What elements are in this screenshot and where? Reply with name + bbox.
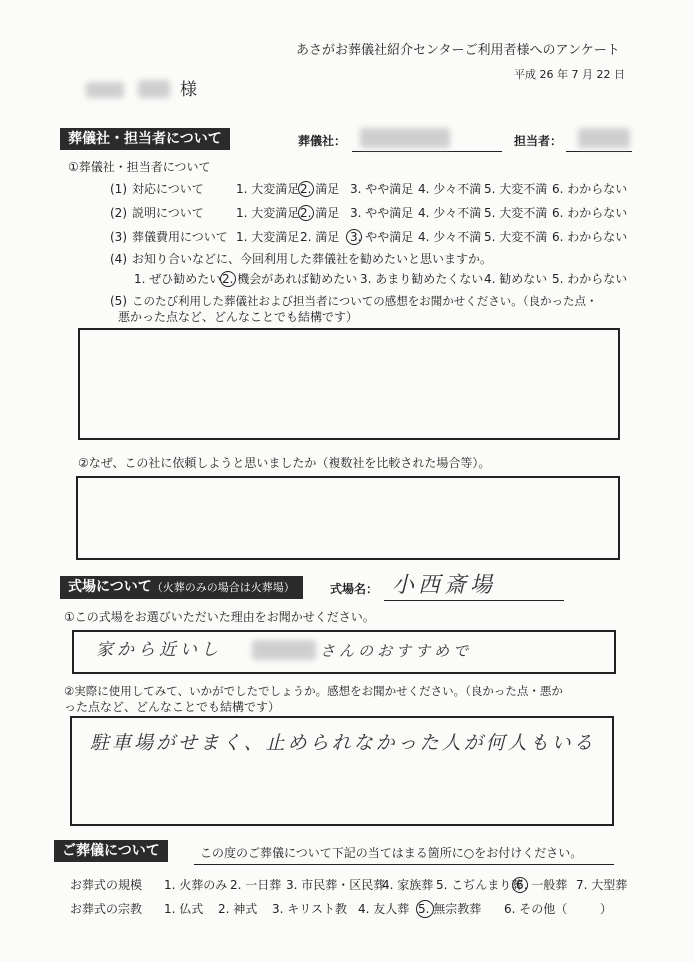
option: 2. 満足 — [300, 206, 340, 220]
q4-text: お知り合いなどに、今回利用した葬儀社を勧めたいと思いますか。 — [132, 252, 493, 266]
row-number: (2) — [110, 206, 127, 220]
row-number: (5) — [110, 294, 127, 308]
section-funeral-bar: ご葬儀について — [54, 840, 168, 862]
religion-option: 1. 仏式 — [164, 902, 204, 916]
funeral-home-underline — [352, 151, 502, 152]
venue-answer1-part2: さんのおすすめで — [320, 642, 473, 660]
venue-q1: ①この式場をお選びいただいた理由をお聞かせください。 — [64, 610, 375, 624]
option: 3. やや満足 — [350, 206, 414, 220]
option: 1. 大変満足 — [236, 206, 300, 220]
selected-circle — [298, 205, 314, 221]
q5-text-line1: このたび利用した葬儀社および担当者についての感想をお聞かせください。（良かった点・ — [132, 294, 598, 308]
staff-underline — [566, 151, 632, 152]
scale-label: お葬式の規模 — [70, 878, 143, 892]
option: 1. 大変満足 — [236, 182, 300, 196]
note-underline — [194, 864, 614, 865]
redacted-name — [252, 640, 316, 660]
option: 2. 満足 — [300, 230, 340, 244]
venue-q2-line2: った点など、どんなことでも結構です） — [64, 700, 281, 714]
venue-label: 式場名： — [330, 582, 379, 596]
option: 5. わからない — [552, 272, 628, 286]
option: 4. 勧めない — [484, 272, 548, 286]
row-number: (4) — [110, 252, 127, 266]
q2-title: ②なぜ、この社に依頼しようと思いましたか（複数社を比較された場合等）。 — [78, 456, 491, 470]
row-label: 対応について — [132, 182, 204, 196]
survey-title: あさがお葬儀社紹介センターご利用者様へのアンケート — [296, 43, 620, 58]
venue-q2-line1: ②実際に使用してみて、いかがでしたでしょうか。感想をお聞かせください。（良かった点・悪か — [64, 684, 563, 698]
selected-circle — [346, 229, 362, 245]
option: 2. 機会があれば勧めたい — [222, 272, 358, 286]
redacted-staff — [578, 128, 630, 148]
scale-option: 1. 火葬のみ — [164, 878, 228, 892]
option: 4. 少々不満 — [418, 230, 482, 244]
row-label: 説明について — [132, 206, 204, 220]
venue-answer2: 駐車場がせまく、止められなかった人が何人もいる — [90, 732, 596, 754]
section-venue-note: （火葬のみの場合は火葬場） — [151, 581, 295, 594]
option: 3. やや満足 — [350, 230, 414, 244]
selected-circle — [512, 877, 528, 893]
row-number: (3) — [110, 230, 127, 244]
religion-option: 4. 友人葬 — [358, 902, 410, 916]
scale-option: 3. 市民葬・区民葬 — [286, 878, 386, 892]
scale-option: 4. 家族葬 — [382, 878, 434, 892]
option: 4. 少々不満 — [418, 206, 482, 220]
selected-circle — [220, 271, 236, 287]
row-label: 葬儀費用について — [132, 230, 228, 244]
religion-option: 5. 無宗教葬 — [418, 902, 482, 916]
section-venue-bar — [60, 576, 303, 599]
selected-circle — [298, 181, 314, 197]
section-funeral-home-bar: 葬儀社・担当者について — [60, 128, 230, 150]
scale-option: 6. 一般葬 — [516, 878, 568, 892]
option: 6. わからない — [552, 182, 628, 196]
row-number: (1) — [110, 182, 127, 196]
option: 5. 大変不満 — [484, 182, 548, 196]
redacted-funeral-home — [360, 128, 450, 148]
section-funeral-note: この度のご葬儀について下記の当てはまる箇所に○をお付けください。 — [200, 846, 583, 860]
option: 4. 少々不満 — [418, 182, 482, 196]
option: 6. わからない — [552, 230, 628, 244]
q5-text-line2: 悪かった点など、どんなことでも結構です） — [118, 310, 359, 324]
religion-label: お葬式の宗教 — [70, 902, 143, 916]
option: 5. 大変不満 — [484, 206, 548, 220]
q5-answer-box[interactable] — [78, 328, 620, 440]
survey-date: 平成 26 年 7 月 22 日 — [514, 68, 625, 81]
honorific: 様 — [180, 80, 197, 100]
scale-option: 7. 大型葬 — [576, 878, 628, 892]
q2-answer-box[interactable] — [76, 476, 620, 560]
scale-option: 2. 一日葬 — [230, 878, 282, 892]
option: 3. あまり勧めたくない — [360, 272, 484, 286]
venue-handwritten: 小西斎場 — [392, 573, 497, 598]
option: 1. ぜひ勧めたい — [134, 272, 222, 286]
option: 6. わからない — [552, 206, 628, 220]
scale-option: 5. こぢんまり葬 — [436, 878, 524, 892]
venue-underline — [384, 600, 564, 601]
q1-title: ①葬儀社・担当者について — [68, 160, 211, 174]
religion-option: ） — [600, 902, 613, 916]
staff-label: 担当者： — [514, 134, 563, 148]
funeral-home-label: 葬儀社： — [298, 134, 347, 148]
redacted-given-name — [138, 80, 170, 98]
option: 5. 大変不満 — [484, 230, 548, 244]
religion-option: 2. 神式 — [218, 902, 258, 916]
option: 3. やや満足 — [350, 182, 414, 196]
religion-option: 6. その他（ — [504, 902, 568, 916]
redacted-surname — [86, 82, 124, 98]
selected-circle — [416, 900, 434, 918]
option: 2. 満足 — [300, 182, 340, 196]
section-venue-title: 式場について — [68, 579, 152, 595]
religion-option: 3. キリスト教 — [272, 902, 348, 916]
venue-answer1-part1: 家から近いし — [96, 640, 222, 660]
option: 1. 大変満足 — [236, 230, 300, 244]
